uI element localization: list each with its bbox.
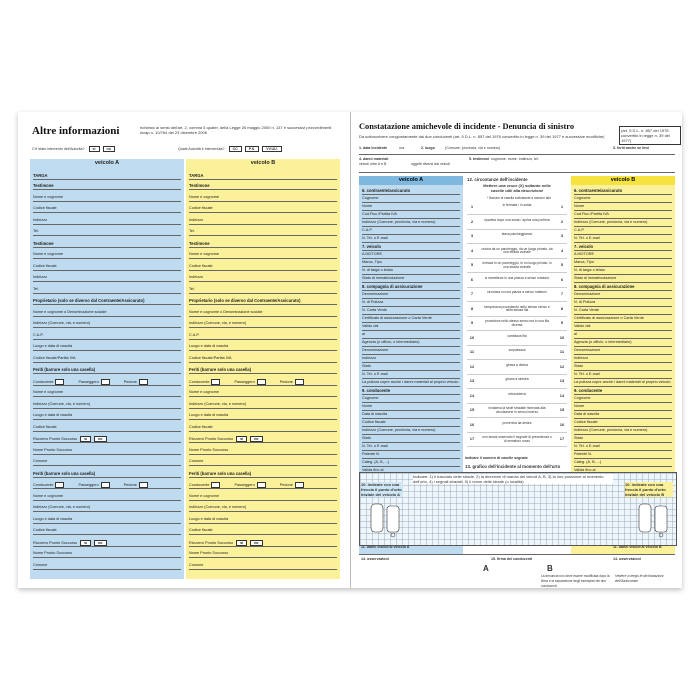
pedestrian-checkbox[interactable]	[295, 379, 304, 385]
footer-note: La denuncia non deve essere modificata dopo la firma e la separazione degli esemplari dei due conducenti.	[541, 574, 610, 588]
b-driver-6[interactable]: N. Tel. o E-mail	[574, 444, 672, 451]
a-brand[interactable]: Marca, Tipo	[362, 260, 460, 267]
b-driver-title: 9. conducente	[574, 388, 672, 395]
field-witnesses: 5. testimoni	[469, 157, 489, 161]
left-b-field-17[interactable]: Conducente Passeggero Pedone	[189, 379, 337, 386]
a-driver-5[interactable]: Stato	[362, 436, 460, 443]
circumstance-label: stava parcheggiando	[501, 232, 533, 236]
circumstance-a-13[interactable]: 13	[469, 378, 475, 383]
circumstance-label: ripartiva dopo una sosta / apriva una portiera	[484, 217, 550, 222]
left-a-field-20[interactable]: Luogo e data di nascita	[33, 413, 181, 420]
circumstance-label: retrocedeva	[508, 391, 526, 396]
b-insurer-7[interactable]: Denominazione	[574, 348, 672, 355]
a-motor[interactable]: A MOTORE	[362, 252, 460, 259]
left-a-field-25[interactable]: Feriti (barrare solo una casella)	[33, 471, 181, 478]
left-a-field-10[interactable]: Proprietario (solo se diverso dal Contraente/Assicurato)	[33, 298, 181, 305]
circumstance-b-3[interactable]: 3	[560, 233, 564, 238]
circumstance-label: sorpassava	[508, 348, 526, 352]
circumstance-b-4[interactable]: 4	[560, 247, 564, 253]
left-a-field-32[interactable]: Nome Pronto Soccorso	[33, 551, 181, 558]
er-yes-checkbox[interactable]: sì	[236, 540, 247, 546]
left-a-field-31[interactable]: Ricovero Pronto Soccorso sì no	[33, 540, 181, 547]
circumstance-a-12[interactable]: 12	[469, 363, 475, 369]
circumstance-b-11[interactable]: 11	[559, 349, 565, 354]
driver-checkbox[interactable]	[211, 379, 220, 385]
b-brand[interactable]: Marca, Tipo	[574, 260, 672, 267]
left-a-field-17[interactable]: Conducente Passeggero Pedone	[33, 379, 181, 386]
left-b-field-4[interactable]: Tel.	[189, 229, 337, 236]
a-insurer-10[interactable]: N. Tel. o E-mail	[362, 372, 460, 379]
circumstance-label: non aveva osservato il segnale di precedenza o di semaforo rosso	[482, 435, 552, 443]
a-own-damage[interactable]: La polizza copre anche i danni materiali al proprio veicolo	[362, 380, 460, 387]
b-insured-2[interactable]: Cod.Fisc./Partita IVA	[574, 212, 672, 219]
left-a-field-11[interactable]: Nome e cognome o Denominazione sociale	[33, 310, 181, 317]
a-insured-5[interactable]: N. Tel. o E-mail	[362, 236, 460, 243]
circumstances-title: 12. circostanze dell'incidente	[467, 177, 528, 182]
right-title: Constatazione amichevole di incidente - Denuncia di sinistro	[359, 122, 575, 131]
a-driver-7[interactable]: Patente N.	[362, 452, 460, 459]
circumstance-a-11[interactable]: 11	[469, 349, 475, 354]
left-b-field-28[interactable]: Indirizzo (Comune, via, e numero)	[189, 505, 337, 512]
circumstance-b-9[interactable]: 9	[560, 320, 564, 325]
left-a-field-1[interactable]: Nome e cognome	[33, 195, 181, 202]
passenger-checkbox[interactable]	[257, 482, 266, 488]
left-a-field-12[interactable]: Indirizzo (Comune, via, e numero)	[33, 321, 181, 328]
a-driver-6[interactable]: N. Tel. o E-mail	[362, 444, 460, 451]
b-insurer-0[interactable]: Denominazione	[574, 292, 672, 299]
vvuu-checkbox[interactable]: VV.UU.	[262, 146, 282, 152]
vehicle-a-title: veicolo A	[359, 176, 463, 185]
a-insurer-title: 8. compagnia di assicurazione	[362, 284, 460, 291]
circumstance-a-4[interactable]: 4	[470, 247, 474, 253]
left-b-field-23[interactable]: Nome Pronto Soccorso	[189, 448, 337, 455]
a-insurer-8[interactable]: Indirizzo	[362, 356, 460, 363]
left-b-field-19[interactable]: Indirizzo (Comune, via, e numero)	[189, 402, 337, 409]
b-driver-5[interactable]: Stato	[574, 436, 672, 443]
impact-point-a: 10. indicate con una freccia il punto d'urto iniziale del veicolo A	[361, 482, 402, 497]
pedestrian-checkbox[interactable]	[295, 482, 304, 488]
left-subtitle: richiesto ai sensi dell'art. 2, comma 5 quater, della Legge 26 maggio 2000 n. 137 e successivi provvedimenti Isvap n. 10/764 del 23 dicembre 2006	[140, 125, 332, 135]
circumstance-b-10[interactable]: 10	[559, 334, 565, 340]
footer-right: Vedere a tergo le dichiarazioni dell'Assicurato	[615, 574, 664, 583]
impact-point-b: 10. indicate con una freccia il punto d'urto iniziale del veicolo B	[625, 482, 673, 497]
right-page	[351, 112, 682, 588]
authority-which: Quale Autorità è intervenuta? CC P.S. VV.UU.	[178, 146, 282, 152]
circumstance-a-5[interactable]: 5	[470, 262, 474, 267]
pedestrian-checkbox[interactable]	[139, 379, 148, 385]
b-driver-4[interactable]: Indirizzo (Comune, provincia, via e numero)	[574, 428, 672, 435]
vehicle-b-title: veicolo B	[571, 176, 675, 185]
driver-checkbox[interactable]	[55, 482, 64, 488]
left-b-field-10[interactable]: Proprietario (solo se diverso dal Contraente/Assicurato)	[189, 298, 337, 305]
visible-damage-b: 11. danni visibili al veicolo B	[613, 545, 662, 549]
circumstance-b-5[interactable]: 5	[560, 262, 564, 267]
circumstance-b-15[interactable]: 15	[559, 407, 565, 412]
er-no-checkbox[interactable]: no	[94, 436, 106, 442]
a-driver-8[interactable]: Categ. (A, B, ...)	[362, 460, 460, 467]
b-insured-title: 6. contraente/assicurato	[574, 188, 672, 195]
a-driver-4[interactable]: Indirizzo (Comune, provincia, via e numero)	[362, 428, 460, 435]
law-reference: (art. 5 D.L. n. 857 del 1976 convertito in legge n. 39 del 1977)	[619, 126, 681, 145]
circumstance-b-16[interactable]: 16	[559, 421, 565, 427]
left-b-field-25[interactable]: Feriti (barrare solo una casella)	[189, 471, 337, 478]
b-driver-3[interactable]: Codice fiscale	[574, 420, 672, 427]
left-a-field-27[interactable]: Nome e cognome	[33, 494, 181, 501]
b-insured-0[interactable]: Cognome	[574, 196, 672, 203]
b-insured-4[interactable]: C.A.P.	[574, 228, 672, 235]
left-a-field-29[interactable]: Luogo e data di nascita	[33, 517, 181, 524]
left-b-field-24[interactable]: Comune	[189, 459, 337, 466]
left-b-field-22[interactable]: Ricovero Pronto Soccorso sì no	[189, 436, 337, 443]
right-subtitle: Da sottoscrivere congiuntamente dai due conducenti (art. 5 D.L. n. 857 del 1976 convertito in legge n. 39 del 1977 e successive modifiche)	[359, 134, 605, 139]
field-time: ora	[399, 146, 405, 150]
circumstance-a-8[interactable]: 8	[470, 305, 474, 311]
left-a-field-8[interactable]: Indirizzo	[33, 275, 181, 282]
a-driver-0[interactable]: Cognome	[362, 396, 460, 403]
field-damage-b: oggetti diversi dai veicoli	[411, 162, 450, 166]
a-insurer-3[interactable]: Certificato di assicurazione o Carta Verde	[362, 316, 460, 323]
left-a-field-28[interactable]: Indirizzo (Comune, via, e numero)	[33, 505, 181, 512]
sketch-instructions: Indicare: 1) il tracciato delle strade, 2) la direzione di marcia dei veicoli A, B, 3) la loro posizione al momento dell'urto, 4) i segnali stradali, 5) il nome delle strade (o località)	[413, 474, 613, 484]
left-a-field-7[interactable]: Codice fiscale	[33, 264, 181, 271]
b-driver-9[interactable]: Valida fino al	[574, 468, 672, 475]
circumstance-a-3[interactable]: 3	[470, 233, 474, 238]
circumstance-label: girava a sinistra	[505, 377, 529, 381]
authority-question: C'è stato intervento dell'Autorità? sì no	[32, 146, 115, 152]
b-insured-5[interactable]: N. Tel. o E-mail	[574, 236, 672, 243]
car-diagram-a[interactable]	[369, 502, 403, 538]
a-driver-9[interactable]: Valida fino al	[362, 468, 460, 475]
left-a-field-3[interactable]: Indirizzo	[33, 218, 181, 225]
observations-b: 14. osservazioni	[613, 557, 641, 561]
b-insurer-3[interactable]: Certificato di assicurazione o Carta Verde	[574, 316, 672, 323]
left-a-field-15[interactable]: Codice fiscale/Partita IVA	[33, 356, 181, 363]
a-insured-title: 6. contraente/assicurato	[362, 188, 460, 195]
a-insurer-2[interactable]: N. Carta Verde	[362, 308, 460, 315]
left-a-field-14[interactable]: Luogo e data di nascita	[33, 344, 181, 351]
left-a-field-23[interactable]: Nome Pronto Soccorso	[33, 448, 181, 455]
left-a-field-13[interactable]: C.A.P.	[33, 333, 181, 340]
b-insurer-10[interactable]: N. Tel. o E-mail	[574, 372, 672, 379]
er-yes-checkbox[interactable]: sì	[236, 436, 247, 442]
left-b-field-26[interactable]: Conducente Passeggero Pedone	[189, 482, 337, 489]
er-yes-checkbox[interactable]: sì	[80, 540, 91, 546]
a-insurer-9[interactable]: Stato	[362, 364, 460, 371]
circumstance-label: cambiava fila	[507, 333, 527, 338]
circumstance-b-8[interactable]: 8	[560, 305, 564, 311]
left-b-field-1[interactable]: Nome e cognome	[189, 195, 337, 202]
a-insured-4[interactable]: C.A.P.	[362, 228, 460, 235]
a-insured-3[interactable]: Indirizzo (Comune, provincia, via e numero)	[362, 220, 460, 227]
left-b-field-32[interactable]: Nome Pronto Soccorso	[189, 551, 337, 558]
driver-checkbox[interactable]	[211, 482, 220, 488]
left-b-field-20[interactable]: Luogo e data di nascita	[189, 413, 337, 420]
circumstance-a-2[interactable]: 2	[470, 218, 474, 224]
circumstance-a-16[interactable]: 16	[469, 421, 475, 427]
a-insurer-4[interactable]: Valido dal	[362, 324, 460, 331]
er-no-checkbox[interactable]: no	[250, 436, 262, 442]
vehicle-a-column	[30, 159, 184, 579]
circumstance-b-17[interactable]: 17	[559, 436, 565, 441]
a-insurer-6[interactable]: Agenzia (o ufficio, o intermediario)	[362, 340, 460, 347]
circumstance-a-15[interactable]: 15	[469, 407, 475, 412]
left-a-field-18[interactable]: Nome e cognome	[33, 390, 181, 397]
circumstance-label: proveniva da destra	[502, 420, 532, 425]
circumstance-a-9[interactable]: 9	[470, 320, 474, 325]
left-a-field-33[interactable]: Comune	[33, 563, 181, 570]
circumstance-b-1[interactable]: 1	[560, 204, 564, 209]
a-insured-2[interactable]: Cod.Fisc./Partita IVA	[362, 212, 460, 219]
observations-a: 14. osservazioni	[361, 557, 389, 561]
left-b-field-5[interactable]: Testimone	[189, 241, 337, 248]
circumstance-b-12[interactable]: 12	[559, 363, 565, 369]
field-damage-a: veicoli oltre A e B	[359, 162, 387, 166]
b-driver-7[interactable]: Patente N.	[574, 452, 672, 459]
circumstance-label: invadeva la sede stradale riservata alla circolazione in senso inverso	[488, 406, 546, 414]
b-vehicle-title: 7. veicolo	[574, 244, 672, 251]
a-targa[interactable]: TARGA	[33, 173, 181, 180]
left-a-field-26[interactable]: Conducente Passeggero Pedone	[33, 482, 181, 489]
left-a-field-16[interactable]: Feriti (barrare solo una casella)	[33, 367, 181, 374]
field-damage: 4. danni materiali	[359, 157, 389, 161]
circumstance-b-6[interactable]: 6	[560, 276, 564, 282]
b-insurer-6[interactable]: Agenzia (o ufficio, o intermediario)	[574, 340, 672, 347]
no-checkbox[interactable]: no	[103, 146, 115, 152]
driver-checkbox[interactable]	[55, 379, 64, 385]
b-driver-1[interactable]: Nome	[574, 404, 672, 411]
b-driver-8[interactable]: Categ. (A, B, ...)	[574, 460, 672, 467]
b-driver-2[interactable]: Data di nascita	[574, 412, 672, 419]
a-insured-1[interactable]: Nome	[362, 204, 460, 211]
left-a-field-2[interactable]: Codice fiscale	[33, 206, 181, 213]
left-b-field-12[interactable]: Indirizzo (Comune, via, e numero)	[189, 321, 337, 328]
field-place: 2. luogo	[421, 146, 435, 150]
circumstance-b-14[interactable]: 14	[559, 392, 565, 398]
a-registration[interactable]: Stato di immatricolazione	[362, 276, 460, 283]
b-insurer-1[interactable]: N. di Polizza	[574, 300, 672, 307]
a-driver-1[interactable]: Nome	[362, 404, 460, 411]
a-insurer-5[interactable]: al	[362, 332, 460, 339]
left-a-field-21[interactable]: Codice fiscale	[33, 425, 181, 432]
circumstance-label: tamponava procedendo nello stesso senso e nella stessa fila	[484, 304, 550, 313]
circumstances-section	[465, 176, 569, 456]
visible-damage-a: 11. danni visibili al veicolo A	[361, 545, 410, 549]
left-a-field-22[interactable]: Ricovero Pronto Soccorso sì no	[33, 436, 181, 443]
left-b-field-33[interactable]: Comune	[189, 563, 337, 570]
a-insurer-7[interactable]: Denominazione	[362, 348, 460, 355]
vehicle-b-header: veicolo B	[250, 160, 276, 166]
circumstance-label: procedeva nello stesso senso ma in una fila diversa	[485, 319, 549, 327]
left-b-field-6[interactable]: Nome e cognome	[189, 252, 337, 259]
signature-a-label: A	[483, 564, 489, 573]
circumstance-a-17[interactable]: 17	[469, 436, 475, 441]
field-witnesses-hint: cognome, nome, indirizzo, tel.	[491, 157, 539, 161]
left-a-field-5[interactable]: Testimone	[33, 241, 181, 248]
a-driver-2[interactable]: Data di nascita	[362, 412, 460, 419]
circumstance-label: girava a destra	[506, 362, 528, 367]
left-b-field-15[interactable]: Codice fiscale/Partita IVA	[189, 356, 337, 363]
vehicle-a-header: veicolo A	[94, 160, 120, 166]
b-insurer-9[interactable]: Stato	[574, 364, 672, 371]
left-a-field-9[interactable]: Tel.	[33, 287, 181, 294]
circumstance-label: in fermata / in sosta	[502, 203, 532, 207]
left-a-field-4[interactable]: Tel.	[33, 229, 181, 236]
b-motor[interactable]: A MOTORE	[574, 252, 672, 259]
circumstance-a-10[interactable]: 10	[469, 334, 475, 340]
b-own-damage[interactable]: La polizza copre anche i danni materiali al proprio veicolo	[574, 380, 672, 387]
left-page	[18, 112, 350, 588]
circumstance-b-7[interactable]: 7	[560, 291, 564, 296]
a-insurer-1[interactable]: N. di Polizza	[362, 300, 460, 307]
b-driver-0[interactable]: Cognome	[574, 396, 672, 403]
er-yes-checkbox[interactable]: sì	[80, 436, 91, 442]
b-insured-1[interactable]: Nome	[574, 204, 672, 211]
circumstance-label: usciva da un parcheggio, da un luogo privato, da una strada vicinale	[481, 246, 553, 255]
field-date: 1. data incidente	[359, 146, 388, 150]
circumstance-a-7[interactable]: 7	[470, 291, 474, 296]
circumstance-a-14[interactable]: 14	[469, 392, 475, 398]
form-sheet	[18, 112, 682, 588]
left-b-field-16[interactable]: Feriti (barrare solo una casella)	[189, 367, 337, 374]
left-b-field-31[interactable]: Ricovero Pronto Soccorso sì no	[189, 540, 337, 547]
vehicle-b-column	[186, 159, 340, 579]
b-insurer-2[interactable]: N. Carta Verde	[574, 308, 672, 315]
passenger-checkbox[interactable]	[101, 482, 110, 488]
b-insurer-title: 8. compagnia di assicurazione	[574, 284, 672, 291]
circumstance-b-2[interactable]: 2	[560, 218, 564, 224]
left-b-field-30[interactable]: Codice fiscale	[189, 528, 337, 535]
left-b-field-7[interactable]: Codice fiscale	[189, 264, 337, 271]
circumstance-label: si immetteva in una piazza a senso rotatorio	[484, 275, 550, 280]
circumstance-b-13[interactable]: 13	[559, 378, 565, 383]
left-a-field-0[interactable]: Testimone	[33, 183, 181, 190]
signatures: 15. firma dei conducenti	[491, 557, 533, 561]
sketch-title: 13. grafico dell'incidente al momento dell'urto	[465, 464, 561, 469]
circumstance-label: entrava in un parcheggio, in un luogo privato, in una strada vicinale	[482, 261, 552, 269]
car-diagram-b[interactable]	[637, 502, 671, 538]
passenger-checkbox[interactable]	[257, 379, 266, 385]
left-b-field-3[interactable]: Indirizzo	[189, 218, 337, 225]
er-no-checkbox[interactable]: no	[250, 540, 262, 546]
circumstances-hint: Mettere una croce (X) soltanto nelle caselle utili alla descrizione	[483, 183, 551, 193]
left-b-field-18[interactable]: Nome e cognome	[189, 390, 337, 397]
left-b-field-27[interactable]: Nome e cognome	[189, 494, 337, 501]
yes-checkbox[interactable]: sì	[89, 146, 100, 152]
left-a-field-24[interactable]: Comune	[33, 459, 181, 466]
left-b-field-13[interactable]: C.A.P.	[189, 333, 337, 340]
circumstance-a-1[interactable]: 1	[470, 204, 474, 209]
left-b-field-8[interactable]: Indirizzo	[189, 275, 337, 282]
left-b-field-0[interactable]: Testimone	[189, 183, 337, 190]
field-injured: 3. feriti anche se lievi	[613, 146, 650, 150]
cc-checkbox[interactable]: CC	[229, 146, 242, 152]
left-a-field-19[interactable]: Indirizzo (Comune, via, e numero)	[33, 402, 181, 409]
left-a-field-30[interactable]: Codice fiscale	[33, 528, 181, 535]
a-insured-0[interactable]: Cognome	[362, 196, 460, 203]
b-registration[interactable]: Stato di immatricolazione	[574, 276, 672, 283]
left-b-field-11[interactable]: Nome e cognome o Denominazione sociale	[189, 310, 337, 317]
left-b-field-14[interactable]: Luogo e data di nascita	[189, 344, 337, 351]
a-vehicle-title: 7. veicolo	[362, 244, 460, 251]
left-a-field-6[interactable]: Nome e cognome	[33, 252, 181, 259]
b-targa[interactable]: TARGA	[189, 173, 337, 180]
ps-checkbox[interactable]: P.S.	[245, 146, 259, 152]
circumstances-note: * Barrare la casella sottostante a ciascun lato	[487, 196, 551, 200]
left-title: Altre informazioni	[32, 125, 120, 137]
field-place-hint: (Comune, provincia, via e numero)	[445, 146, 501, 150]
a-plate[interactable]: N. di targa o telaio	[362, 268, 460, 275]
a-driver-title: 9. conducente	[362, 388, 460, 395]
a-insurer-0[interactable]: Denominazione	[362, 292, 460, 299]
left-b-field-21[interactable]: Codice fiscale	[189, 425, 337, 432]
b-insured-3[interactable]: Indirizzo (Comune, provincia, via e numero)	[574, 220, 672, 227]
circumstance-label: circolava su una piazza a senso rotatorio	[487, 290, 547, 294]
left-b-field-2[interactable]: Codice fiscale	[189, 206, 337, 213]
a-driver-3[interactable]: Codice fiscale	[362, 420, 460, 427]
b-plate[interactable]: N. di targa o telaio	[574, 268, 672, 275]
passenger-checkbox[interactable]	[101, 379, 110, 385]
pedestrian-checkbox[interactable]	[139, 482, 148, 488]
b-insurer-8[interactable]: Indirizzo	[574, 356, 672, 363]
circumstance-a-6[interactable]: 6	[470, 276, 474, 282]
indicate-count: indicare il numero di caselle segnate	[465, 456, 528, 460]
b-insurer-4[interactable]: Valido dal	[574, 324, 672, 331]
signature-b-label: B	[547, 564, 553, 573]
left-b-field-9[interactable]: Tel.	[189, 287, 337, 294]
left-b-field-29[interactable]: Luogo e data di nascita	[189, 517, 337, 524]
b-insurer-5[interactable]: al	[574, 332, 672, 339]
er-no-checkbox[interactable]: no	[94, 540, 106, 546]
